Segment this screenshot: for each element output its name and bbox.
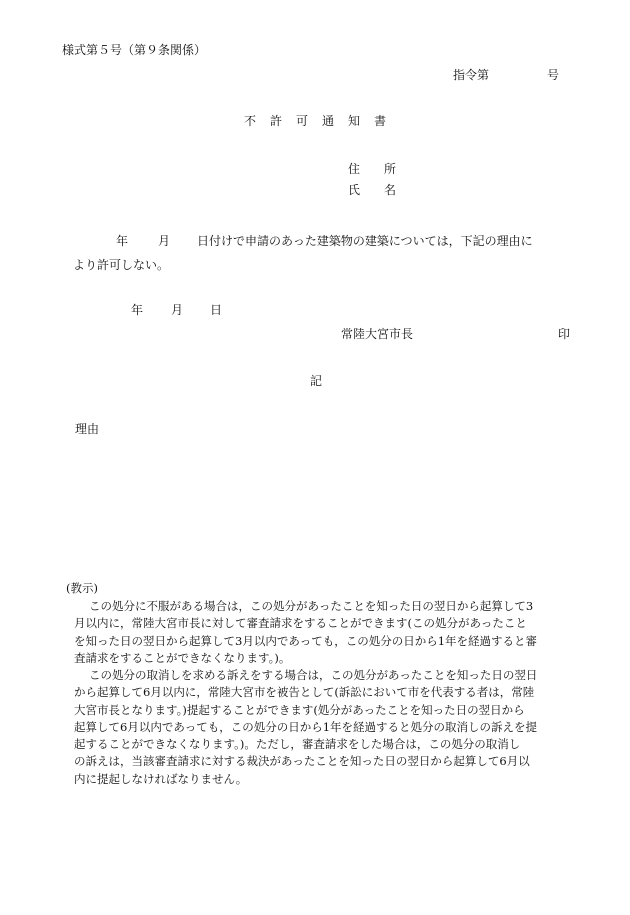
notice-paragraph-2-line: 内に提起しなければなりません。 — [74, 771, 248, 786]
issue-year: 年 — [131, 303, 144, 317]
notice-paragraph-2 — [66, 667, 586, 788]
order-number-suffix: 号 — [547, 68, 560, 82]
notice-paragraph-2-line: 起することができなくなります。)。ただし，審査請求をした場合は，この処分の取消し — [74, 737, 521, 752]
notice-paragraph-1-line: この処分に不服がある場合は，この処分があったことを知った日の翌日から起算して3 — [89, 599, 534, 613]
address-label: 住 所 — [348, 162, 397, 176]
notice-paragraph-1-line: を知った日の翌日から起算して3月以内であっても，この処分の日から1年を経過すると審 — [74, 633, 538, 648]
notice-year: 年 — [116, 234, 129, 248]
notice-paragraph-2-line: から起算して6月以内に，常陸大宮市を被告として(訴訟において市を代表する者は，常陸 — [74, 685, 535, 700]
issue-day: 日 — [210, 303, 223, 317]
issue-month: 月 — [171, 303, 184, 317]
reason-label: 理由 — [75, 422, 100, 436]
notice-paragraph-2-line: この処分の取消しを求める訴えをする場合は，この処分があったことを知った日の翌日 — [89, 668, 538, 682]
notice-heading: (教示) — [66, 581, 98, 595]
notice-sentence-line2: より許可しない。 — [73, 258, 170, 272]
order-number-prefix: 指令第 — [453, 68, 490, 82]
notice-month: 月 — [158, 234, 171, 248]
notice-paragraph-2-line: 起算して6月以内であっても，この処分の日から1年を経過すると処分の取消しの訴えを提 — [74, 719, 538, 734]
name-label: 氏 名 — [348, 183, 397, 197]
ki-heading: 記 — [310, 374, 323, 388]
form-label: 様式第５号（第９条関係） — [62, 43, 207, 57]
mayor-title: 常陸大宮市長 — [341, 327, 414, 341]
notice-paragraph-2-line: 大宮市長となります。)提起することができます(処分があったことを知った日の翌日から — [74, 702, 525, 717]
notice-paragraph-1-line: 査請求をすることができなくなります。)。 — [74, 650, 291, 665]
document-title: 不 許 可 通 知 書 — [244, 114, 388, 128]
seal-mark: 印 — [558, 327, 571, 341]
notice-paragraph-1-line: 月以内に，常陸大宮市長に対して審査請求をすることができます(この処分があったこと — [74, 616, 527, 631]
notice-paragraph-1 — [66, 598, 586, 667]
notice-paragraph-2-line: の訴えは，当該審査請求に対する裁決があったことを知った日の翌日から起算して6月以 — [74, 754, 530, 769]
notice-sentence-line1: 日付けで申請のあった建築物の建築については，下記の理由に — [197, 234, 533, 248]
